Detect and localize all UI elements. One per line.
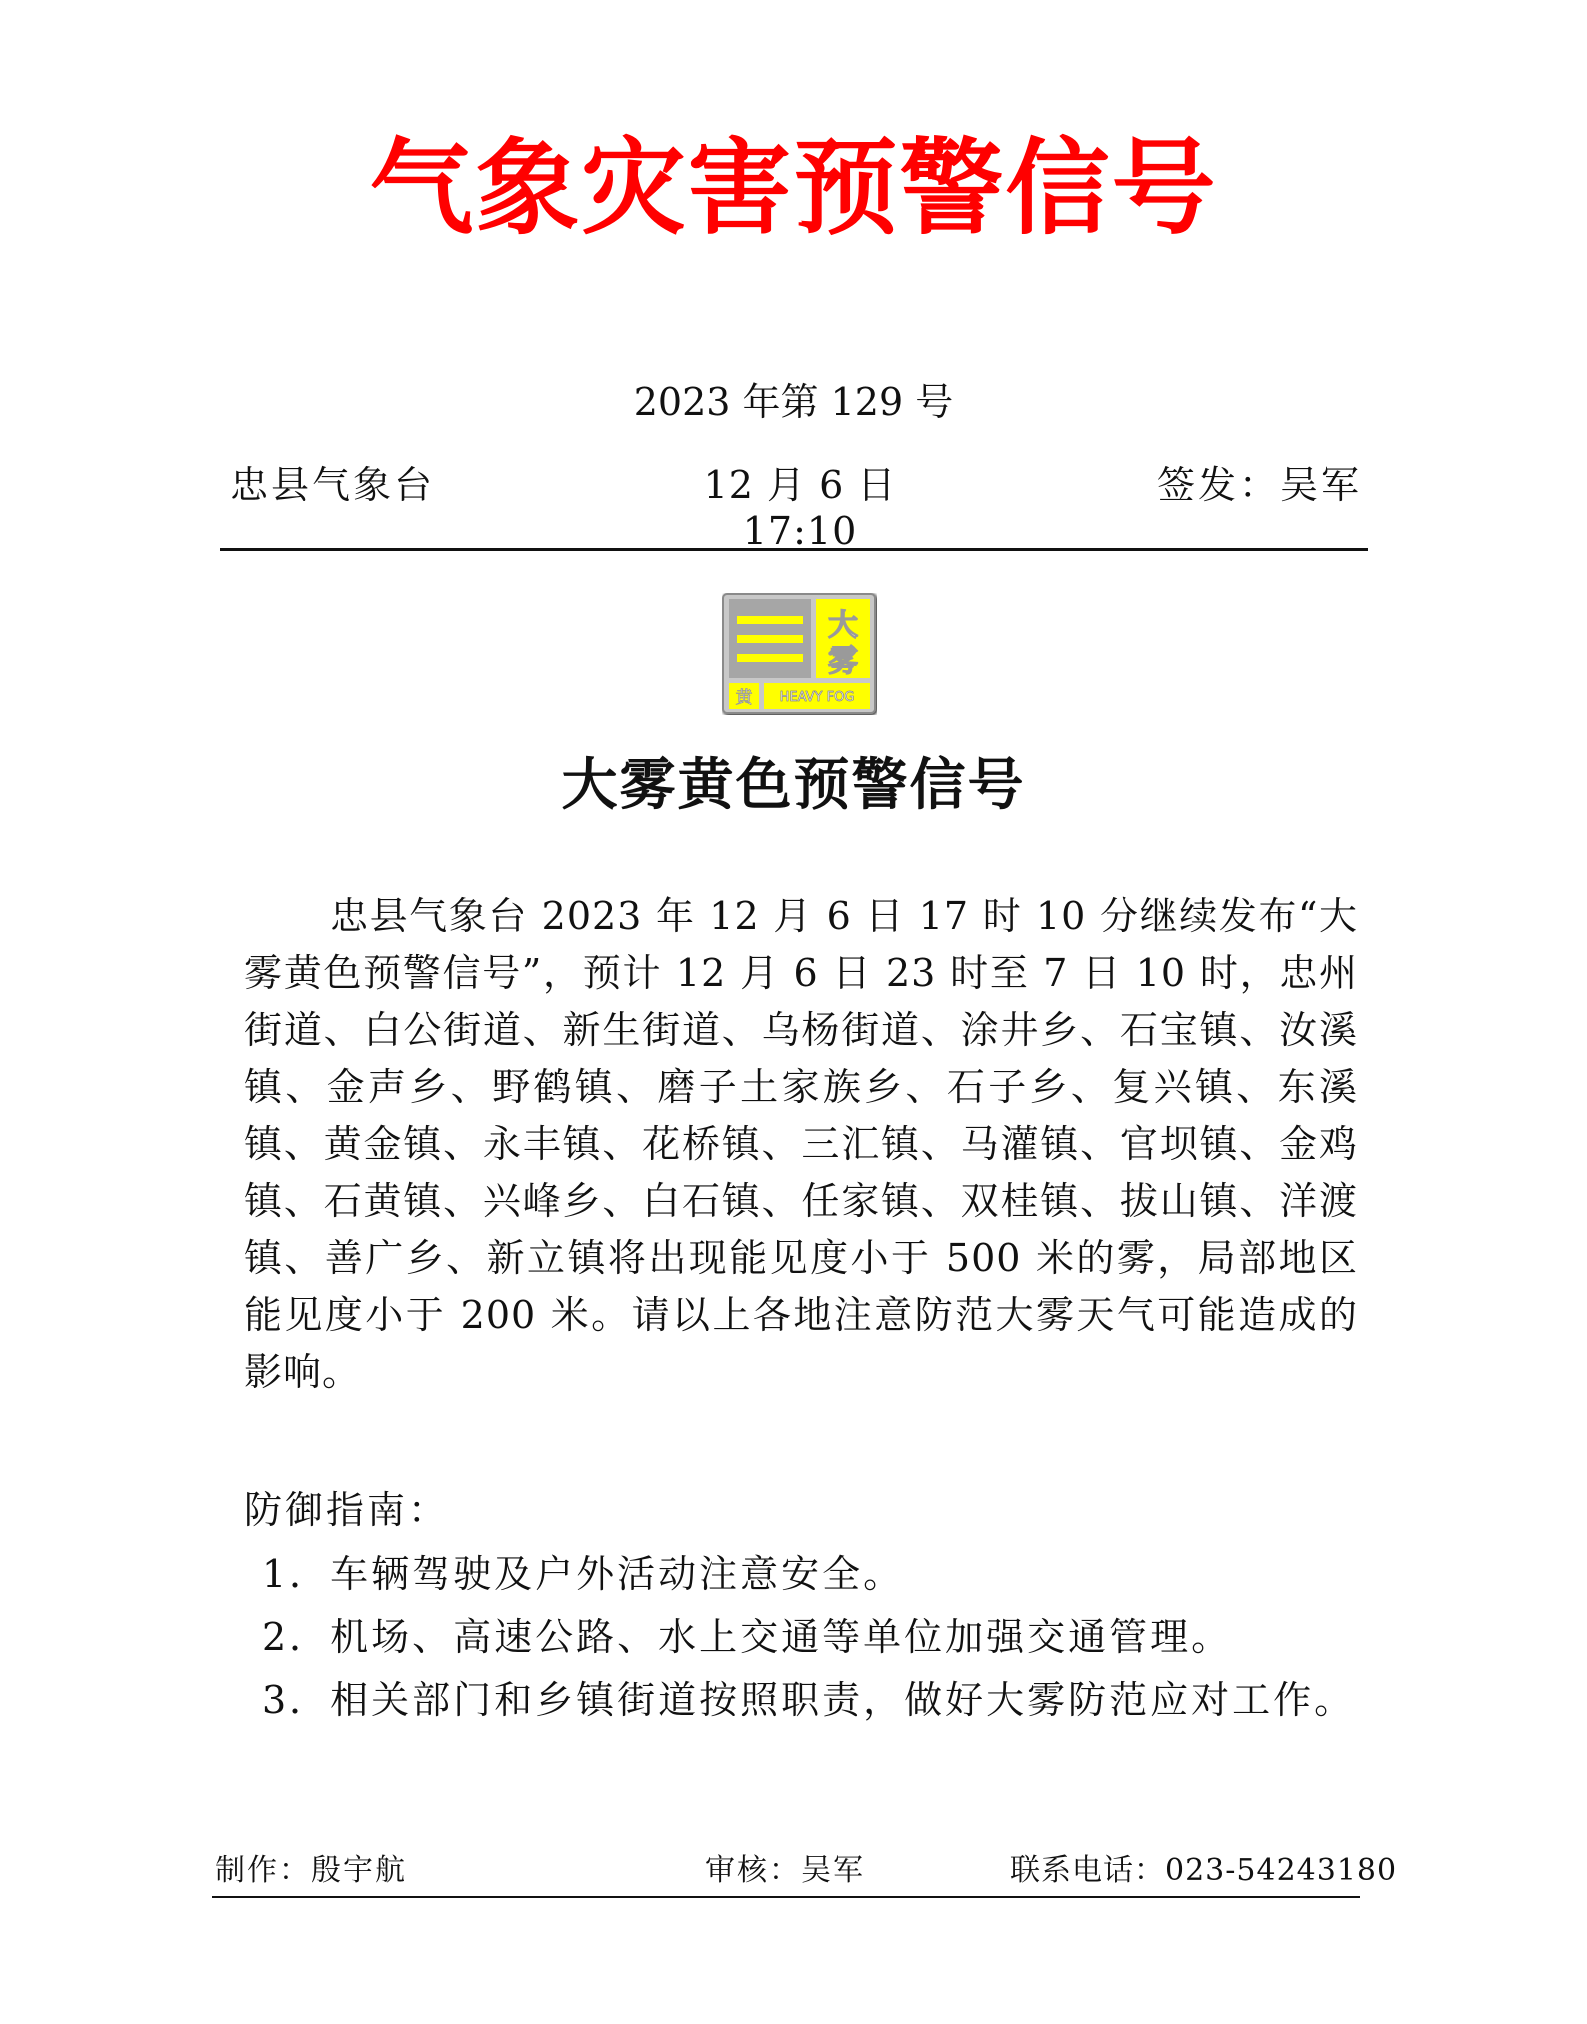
header-divider xyxy=(220,548,1368,551)
warning-body: 忠县气象台 2023 年 12 月 6 日 17 时 10 分继续发布“大雾黄色预警信号”，预计 12 月 6 日 23 时至 7 日 10 时，忠州街道、白公街道、新生街道、乌杨街道、涂井乡、石宝镇、汝溪镇、金声乡、野鹤镇、磨子土家族乡、石子乡、复兴镇、东溪镇、黄金镇、永丰镇、花桥镇、三汇镇、马灌镇、官坝镇、金鸡镇、石黄镇、兴峰乡、白石镇、任家镇、双桂镇、拔山镇、洋渡镇、善广乡、新立镇将出现能见度小于 500 米的雾，局部地区能见度小于 200 米。请以上各地注意防范大雾天气可能造成的影响。 xyxy=(244,894,1358,1394)
footer-reviewer: 审核：吴军 xyxy=(705,1853,865,1888)
badge-char-top: 大 xyxy=(828,608,858,643)
guide-item: 1．车辆驾驶及户外活动注意安全。 xyxy=(262,1552,905,1596)
issue-number: 2023 年第 129 号 xyxy=(633,380,954,424)
guide-item: 2．机场、高速公路、水上交通等单位加强交通管理。 xyxy=(262,1615,1233,1659)
guide-heading: 防御指南： xyxy=(244,1488,450,1532)
warning-title: 大雾黄色预警信号 xyxy=(561,752,1026,818)
footer-divider xyxy=(212,1896,1360,1898)
badge-char-bottom: 雾 xyxy=(828,644,858,679)
signer: 签发：吴军 xyxy=(1156,463,1362,507)
main-title: 气象灾害预警信号 xyxy=(369,126,1218,249)
footer-maker: 制作：殷宇航 xyxy=(215,1853,407,1888)
badge-english-label: HEAVY FOG xyxy=(779,690,855,705)
footer-phone: 联系电话：023-54243180 xyxy=(1010,1853,1398,1888)
issue-datetime: 12 月 6 日 17:10 xyxy=(703,463,897,553)
guide-item: 3．相关部门和乡镇街道按照职责，做好大雾防范应对工作。 xyxy=(262,1678,1356,1722)
badge-small-char: 黄 xyxy=(735,688,753,708)
heavy-fog-yellow-warning-icon xyxy=(722,593,877,715)
issuer-name: 忠县气象台 xyxy=(230,463,436,507)
